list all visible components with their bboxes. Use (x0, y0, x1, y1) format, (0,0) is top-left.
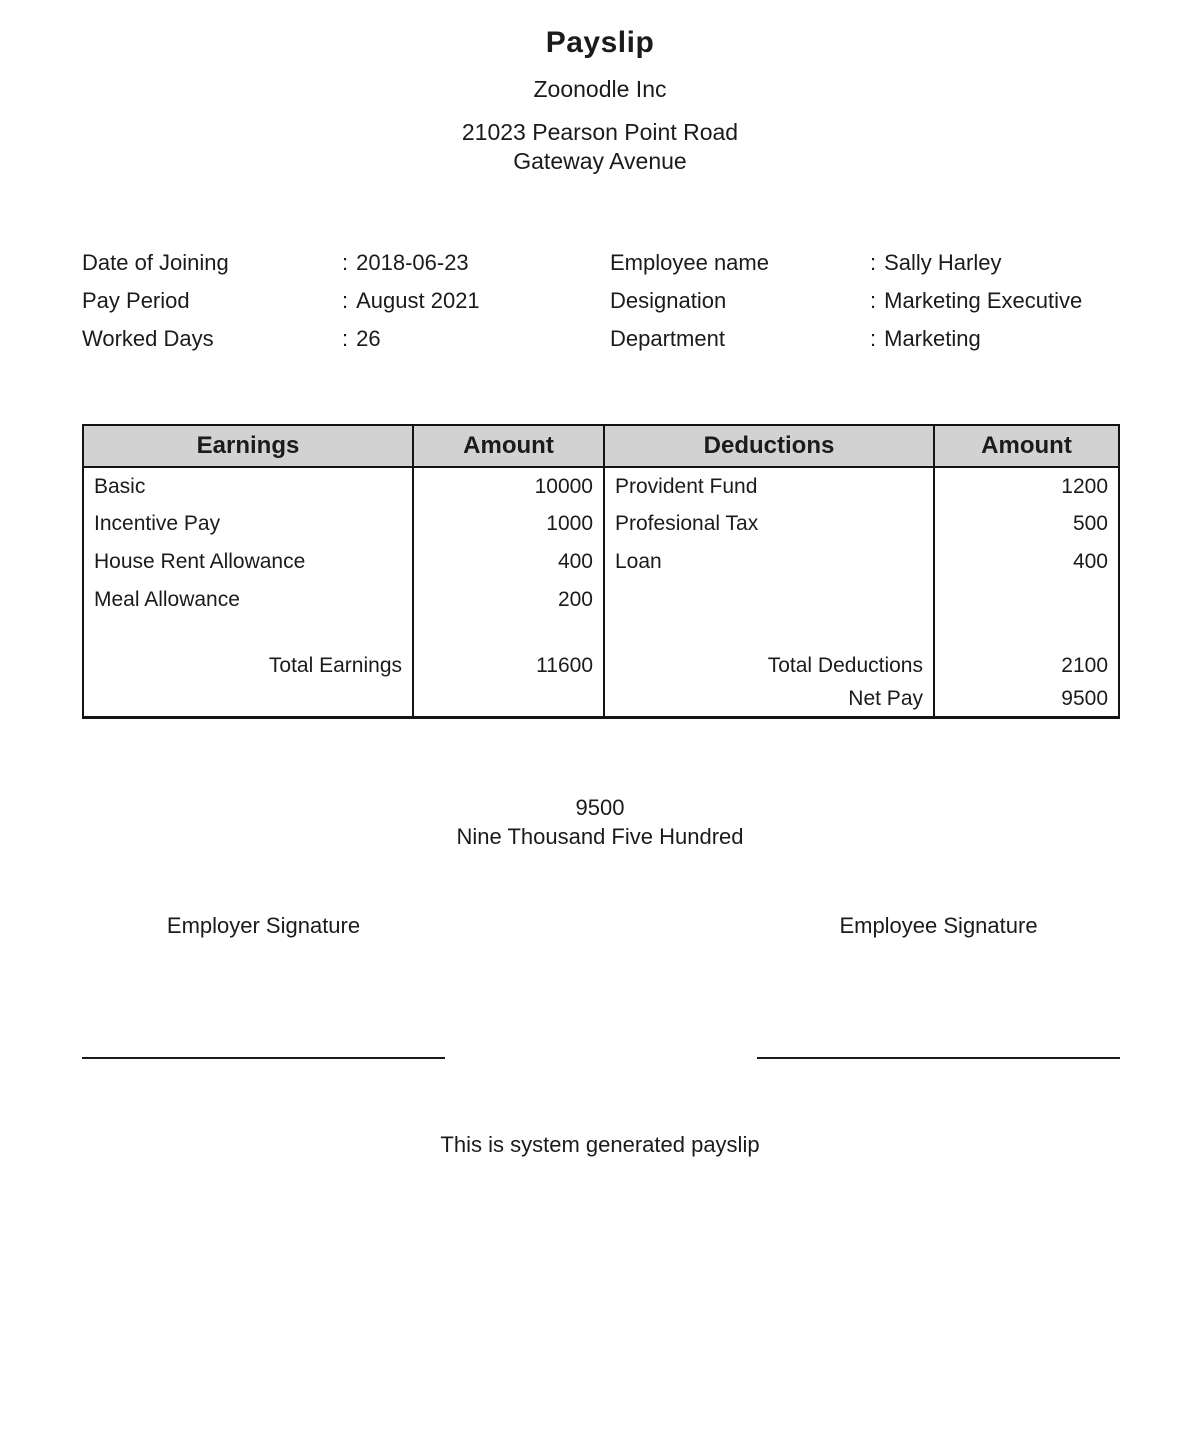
deduction-amount: 1200 (934, 467, 1119, 505)
info-separator: : (870, 250, 877, 275)
info-column-right (610, 244, 1118, 358)
info-row-department (610, 320, 1118, 358)
info-separator: : (342, 250, 349, 275)
info-label: Department (610, 326, 725, 351)
info-value: Marketing (884, 326, 981, 351)
employer-signature-label: Employer Signature (166, 912, 361, 938)
net-pay-amount: 9500 (934, 683, 1119, 717)
info-label: Pay Period (82, 288, 190, 313)
company-address (82, 118, 1118, 176)
earning-label: Basic (83, 467, 413, 505)
table-row (83, 505, 1119, 543)
total-earnings-label: Total Earnings (83, 649, 413, 683)
info-value: August 2021 (356, 288, 480, 313)
deduction-amount: 400 (934, 543, 1119, 581)
column-header-deductions-amount: Amount (934, 425, 1119, 467)
table-header-row (83, 425, 1119, 467)
info-row-worked-days (82, 320, 610, 358)
earning-label: House Rent Allowance (83, 543, 413, 581)
info-label: Worked Days (82, 326, 214, 351)
info-separator: : (342, 326, 349, 351)
system-generated-note: This is system generated payslip (440, 1131, 760, 1157)
total-deductions-label: Total Deductions (604, 649, 934, 683)
info-label: Designation (610, 288, 727, 313)
signature-section (82, 913, 1118, 1059)
net-pay-label: Net Pay (604, 683, 934, 717)
info-label: Employee name (610, 250, 769, 275)
employee-signature-block (757, 913, 1120, 1059)
employee-signature-label: Employee Signature (839, 912, 1038, 938)
info-label: Date of Joining (82, 250, 229, 275)
column-header-earnings-amount: Amount (413, 425, 604, 467)
info-row-pay-period (82, 282, 610, 320)
earning-label: Incentive Pay (83, 505, 413, 543)
employee-info-section (82, 244, 1118, 358)
info-value: 2018-06-23 (356, 250, 469, 275)
earnings-deductions-table (82, 424, 1120, 719)
deduction-label: Provident Fund (604, 467, 934, 505)
earning-amount: 1000 (413, 505, 604, 543)
employer-signature-block (82, 913, 445, 1059)
table-spacer-row (83, 619, 1119, 649)
total-earnings-amount: 11600 (413, 649, 604, 683)
info-row-employee-name (610, 244, 1118, 282)
page-title: Payslip (545, 26, 655, 59)
column-header-earnings: Earnings (83, 425, 413, 467)
table-row (83, 543, 1119, 581)
earning-label: Meal Allowance (83, 581, 413, 619)
company-name: Zoonodle Inc (533, 76, 667, 102)
table-row (83, 581, 1119, 619)
deduction-label: Loan (604, 543, 934, 581)
net-pay-numeric: 9500 (575, 794, 625, 820)
employer-signature-line (82, 1057, 445, 1059)
deduction-label (604, 581, 934, 619)
info-value: Marketing Executive (884, 288, 1083, 313)
deduction-amount: 500 (934, 505, 1119, 543)
table-totals-row (83, 649, 1119, 683)
earning-amount: 400 (413, 543, 604, 581)
table-row (83, 467, 1119, 505)
info-row-date-of-joining (82, 244, 610, 282)
info-value: Sally Harley (884, 250, 1002, 275)
info-separator: : (870, 288, 877, 313)
info-separator: : (870, 326, 877, 351)
address-line-2: Gateway Avenue (513, 148, 687, 174)
info-column-left (82, 244, 610, 358)
address-line-1: 21023 Pearson Point Road (461, 119, 739, 145)
table-netpay-row (83, 683, 1119, 717)
deduction-amount (934, 581, 1119, 619)
earning-amount: 10000 (413, 467, 604, 505)
net-pay-words: Nine Thousand Five Hundred (456, 823, 744, 849)
deduction-label: Profesional Tax (604, 505, 934, 543)
earning-amount: 200 (413, 581, 604, 619)
info-row-designation (610, 282, 1118, 320)
column-header-deductions: Deductions (604, 425, 934, 467)
net-pay-summary (82, 793, 1118, 851)
employee-signature-line (757, 1057, 1120, 1059)
info-value: 26 (356, 326, 381, 351)
total-deductions-amount: 2100 (934, 649, 1119, 683)
info-separator: : (342, 288, 349, 313)
